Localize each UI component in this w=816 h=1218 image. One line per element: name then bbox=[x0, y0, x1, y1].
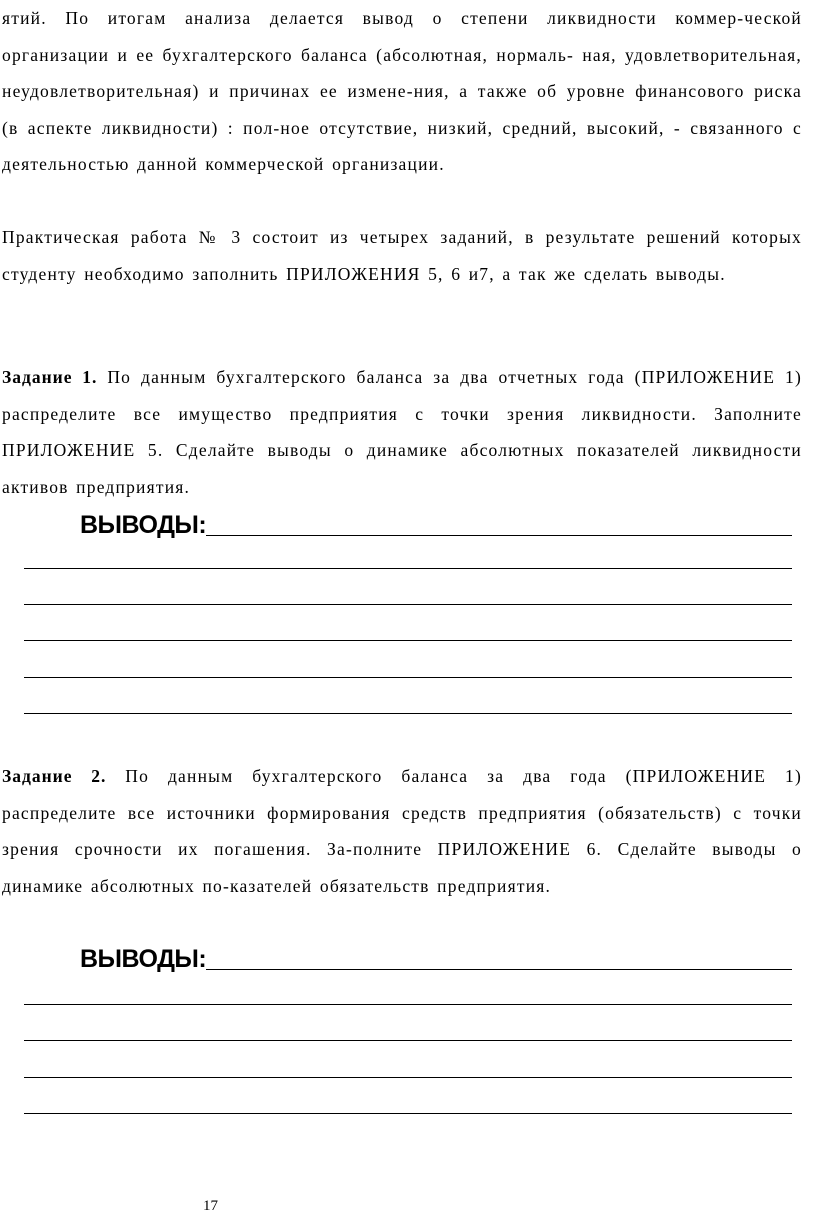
intro-paragraph: ятий. По итогам анализа делается вывод о степени ликвидности коммер-ческой организации и ее бухгалтерского баланса (абсолютная, нормаль- ная, удовлетворительная, неудовлетворительная) и причинах ее измене-ния, а также об уровне финансового риска (в аспекте ликвидности) : пол-ное отсутствие, низкий, средний, высокий, - связанного с деятельностью данной коммерческой организации. bbox=[2, 8, 802, 175]
page-number: 17 bbox=[203, 1198, 218, 1214]
task-1-conclusions-line[interactable] bbox=[206, 534, 792, 536]
task-2-text: По данным бухгалтерского баланса за два года (ПРИЛОЖЕНИЕ 1) распределите все источники формирования средств предприятия (обязательств) с точки зрения срочности их погашения. За-полните ПРИЛОЖЕНИЕ 6. Сделайте выводы о динамике абсолютных по-казателей обязательств предприятия. bbox=[2, 766, 802, 896]
task-2-label: Задание 2. bbox=[2, 766, 107, 786]
task-1-conclusions-label: ВЫВОДЫ: bbox=[80, 511, 207, 539]
task-2-answer-line[interactable] bbox=[24, 1113, 792, 1114]
task-2-conclusions-row bbox=[80, 938, 792, 974]
task-2-paragraph bbox=[2, 758, 802, 904]
task-2-answer-line[interactable] bbox=[24, 1077, 792, 1078]
task-2-conclusions-line[interactable] bbox=[206, 968, 792, 970]
task-1-answer-line[interactable] bbox=[24, 677, 792, 678]
task-2-conclusions-label: ВЫВОДЫ: bbox=[80, 945, 207, 973]
task-1-paragraph bbox=[2, 359, 802, 505]
task-1-text: По данным бухгалтерского баланса за два отчетных года (ПРИЛОЖЕНИЕ 1) распределите все имущество предприятия с точки зрения ликвидности. Заполните ПРИЛОЖЕНИЕ 5. Сделайте выводы о динамике абсолютных показателей ликвидности активов предприятия. bbox=[2, 367, 803, 497]
task-2-answer-line[interactable] bbox=[24, 1004, 792, 1005]
task-1-answer-line[interactable] bbox=[24, 568, 792, 569]
task-1-answer-line[interactable] bbox=[24, 640, 792, 641]
practical-work-paragraph: Практическая работа № 3 состоит из четырех заданий, в результате решений которых студенту необходимо заполнить ПРИЛОЖЕНИЯ 5, 6 и7, а так же сделать выводы. bbox=[2, 227, 802, 284]
task-1-answer-line[interactable] bbox=[24, 604, 792, 605]
task-2-answer-line[interactable] bbox=[24, 1040, 792, 1041]
task-1-label: Задание 1. bbox=[2, 367, 98, 387]
task-1-answer-line[interactable] bbox=[24, 713, 792, 714]
task-1-conclusions-row bbox=[80, 504, 792, 540]
